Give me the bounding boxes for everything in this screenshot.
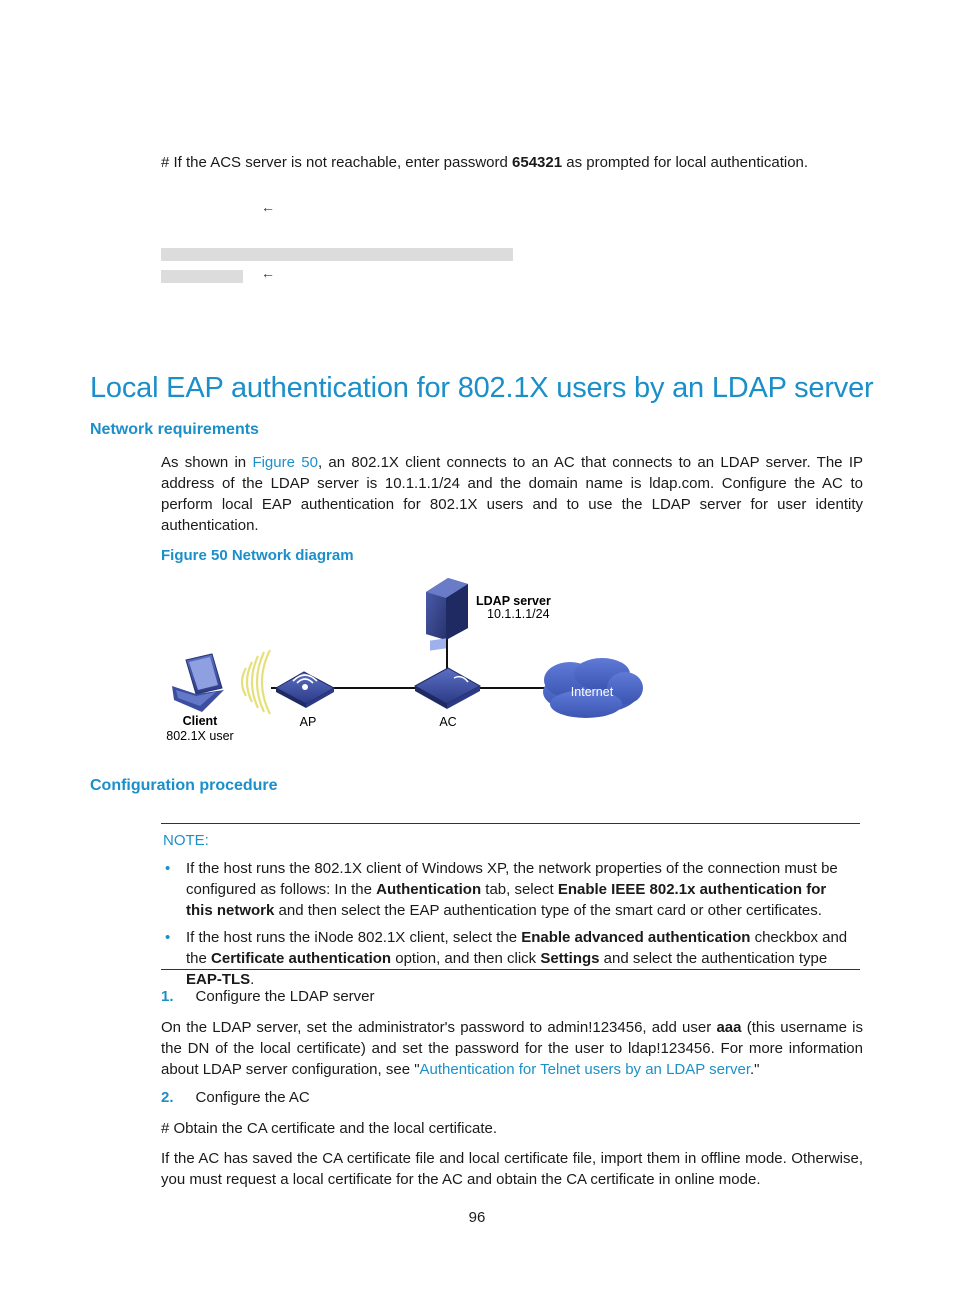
internet-label: Internet [570, 685, 614, 699]
section-title: Local EAP authentication for 802.1X users by an LDAP server [90, 372, 874, 404]
intro-line: # If the ACS server is not reachable, enter password 654321 as prompted for local authentication. [161, 154, 809, 171]
ap-label: AP [299, 715, 317, 729]
step-2-paragraph-2: If the AC has saved the CA certificate file and local certificate file, import them in offline mode. Otherwise, you must request a local certificate for the AC and obtain the CA certificate in online mode. [161, 1150, 863, 1188]
page-number: 96 [468, 1209, 486, 1226]
redacted-command-line [161, 248, 513, 261]
laptop-icon [172, 654, 224, 712]
network-requirements-paragraph: As shown in Figure 50, an 802.1X client connects to an AC that connects to an LDAP server. The IP address of the LDAP server is 10.1.1.1/24 and the domain name is ldap.com. Configure the AC to perform local EAP authentication for 802.1X users and to use the LDAP server for user identity authentication. [161, 454, 863, 534]
note-box [161, 858, 851, 996]
figure-caption: Figure 50 Network diagram [161, 547, 354, 564]
left-arrow-icon: ← [261, 265, 275, 281]
step-2: 2. Configure the AC [161, 1089, 310, 1106]
note-item: • If the host runs the iNode 802.1X client, select the Enable advanced authentication checkbox and the Certificate authentication option, and then click Settings and select the authentication type EAP-TLS. [165, 929, 848, 988]
note-bottom-rule [161, 969, 860, 970]
ldap-telnet-link[interactable]: Authentication for Telnet users by an LDAP server [419, 1061, 750, 1078]
note-label: NOTE: [163, 832, 209, 849]
server-icon [426, 578, 468, 640]
network-diagram [150, 570, 670, 750]
note-top-rule [161, 823, 860, 824]
step-1-paragraph: On the LDAP server, set the administrator's password to admin!123456, add user aaa (this username is the DN of the local certificate) and set the password for the user to ldap!123456. For more information about LDAP server configuration, see "Authentication for Telnet users by an LDAP server." [161, 1019, 863, 1078]
bullet-icon: • [165, 929, 171, 946]
access-point-icon [276, 672, 334, 708]
redacted-command-line [161, 270, 243, 283]
note-item: • If the host runs the 802.1X client of Windows XP, the network properties of the connection must be configured as follows: In the Authentication tab, select Enable IEEE 802.1x authentication for this network and then select the EAP authentication type of the smart card or other certificates. [165, 860, 838, 919]
ldap-ip-label: 10.1.1.1/24 [487, 607, 550, 621]
password-value: 654321 [512, 154, 563, 171]
step-2-paragraph-1: # Obtain the CA certificate and the local certificate. [161, 1120, 498, 1137]
ldap-server-label: LDAP server [476, 594, 551, 608]
ac-label: AC [439, 715, 457, 729]
network-requirements-heading: Network requirements [90, 421, 259, 438]
client-sub-label: 802.1X user [166, 729, 234, 743]
wireless-signal-icon [242, 650, 270, 714]
left-arrow-icon: ← [261, 199, 275, 215]
figure-50-link[interactable]: Figure 50 [252, 454, 318, 471]
configuration-procedure-heading: Configuration procedure [90, 777, 278, 794]
step-1: 1. Configure the LDAP server [161, 988, 375, 1005]
client-label: Client [182, 714, 218, 728]
bullet-icon: • [165, 860, 171, 877]
